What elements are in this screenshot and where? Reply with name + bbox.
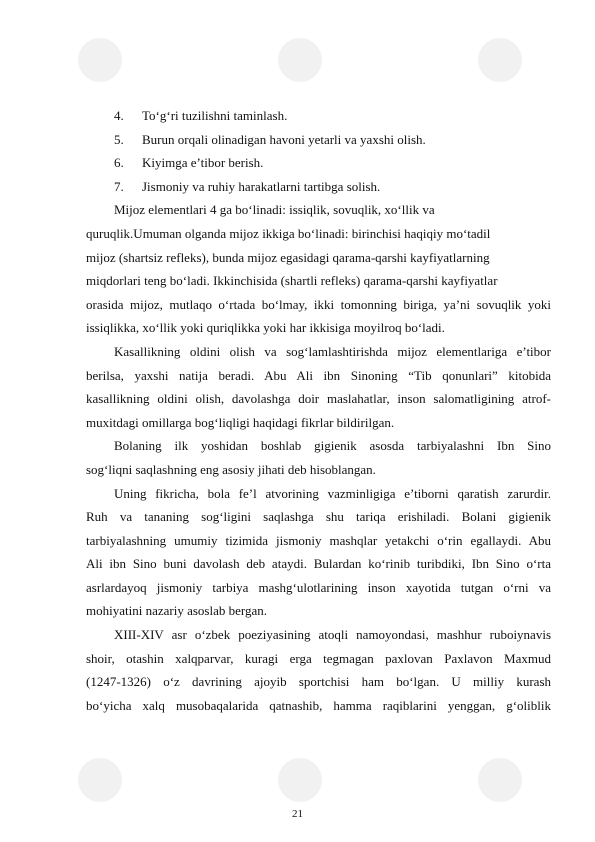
text-line: issiqlikka, xo‘llik yoki quriqlikka yoki har ikkisiga moyilroq bo‘ladi. (86, 320, 445, 336)
text-line: orasida mijoz, mutlaqo o‘rtada bo‘lmay, ikki tomonning biriga, ya’ni sovuqlik yoki (86, 296, 551, 312)
list-text: Kiyimga e’tibor berish. (142, 155, 264, 171)
text-line: Ali ibn Sino buni davolash deb ataydi. Bulardan ko‘rinib turibdiki, Ibn Sino o‘rta (86, 556, 551, 572)
text-line: quruqlik.Umuman olganda mijoz ikkiga bo‘linadi: birinchisi haqiqiy mo‘tadil (86, 225, 491, 241)
text-line: mijoz (shartsiz refleks), bunda mijoz egasidagi qarama-qarshi kayfiyatlarning (86, 249, 490, 265)
list-number: 7. (114, 178, 124, 194)
text-line: berilsa, yaxshi natija beradi. Abu Ali ibn Sinoning “Tib qonunlari” kitobida (86, 367, 551, 383)
list-number: 6. (114, 155, 124, 171)
page-number: 21 (292, 808, 303, 820)
list-text: Jismoniy va ruhiy harakatlarni tartibga solish. (142, 178, 381, 194)
list-text: Burun orqali olinadigan havoni yetarli va yaxshi olish. (142, 131, 426, 147)
text-line: Kasallikning oldini olish va sog‘lamlashtirishda mijoz elementlariga e’tibor (114, 343, 551, 359)
text-line: shoir, otashin xalqparvar, kuragi erga tegmagan paxlovan Paxlavon Maxmud (86, 650, 551, 666)
text-line: muxitdagi omillarga bog‘liqligi haqidagi fikrlar bildirilgan. (86, 414, 395, 430)
document-page (86, 104, 551, 717)
list-item (86, 128, 551, 152)
list-number: 5. (114, 131, 124, 147)
text-line: tarbiyalashning umumiy tizimida jismoniy mashqlar yetakchi o‘rin egallaydi. Abu (86, 532, 551, 548)
text-line: mohiyatini nazariy asoslab bergan. (86, 603, 267, 619)
text-line: bo‘yicha xalq musobaqalarida qatnashib, hamma raqiblarini yenggan, g‘oliblik (86, 697, 551, 713)
list-text: To‘g‘ri tuzilishni taminlash. (142, 108, 288, 123)
text-line: (1247-1326) o‘z davrining ajoyib sportchisi ham bo‘lgan. U milliy kurash (86, 674, 551, 690)
text-line: Uning fikricha, bola fe’l atvorining vazminligiga e’tiborni qaratish zarurdir. (114, 485, 551, 501)
text-line: XIII-XIV asr o‘zbek poeziyasining atoqli namoyondasi, mashhur ruboiynavis (114, 627, 551, 643)
text-line: Ruh va tananing sog‘ligini saqlashga shu tariqa erishiladi. Bolani gigienik (86, 509, 551, 525)
list-number: 4. (114, 108, 124, 123)
text-line: sog‘liqni saqlashning eng asosiy jihati deb hisoblangan. (86, 461, 376, 477)
text-line: asrlardayoq jismoniy tarbiya mashg‘ulotlarining inson xayotida tutgan o‘rni va (86, 579, 551, 595)
text-line: miqdorlari teng bo‘ladi. Ikkinchisida (shartli refleks) qarama-qarshi kayfiyatlar (86, 273, 498, 289)
list-item (86, 151, 551, 175)
list-item (86, 175, 551, 199)
list-item (86, 104, 551, 128)
text-line: Bolaning ilk yoshidan boshlab gigienik asosda tarbiyalashni Ibn Sino (114, 438, 551, 454)
text-line: Mijoz elementlari 4 ga bo‘linadi: issiqlik, sovuqlik, xo‘llik va (114, 202, 435, 218)
text-line: kasallikning oldini olish, davolashga doir maslahatlar, inson salomatligining atrof- (86, 391, 551, 407)
